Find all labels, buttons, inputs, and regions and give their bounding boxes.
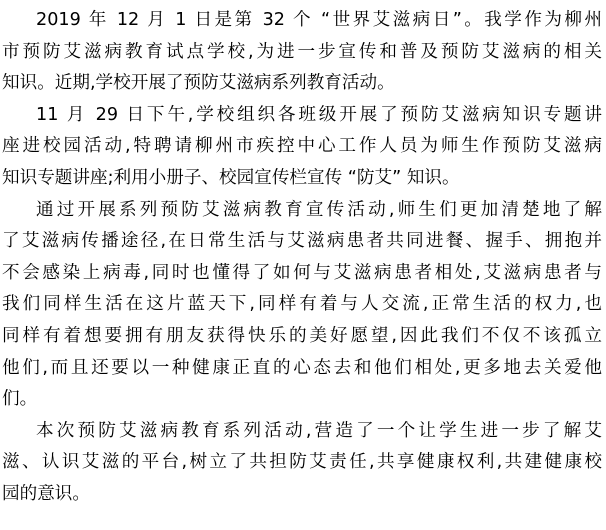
- paragraph-line: 11 月 29 日下午,学校组织各班级开展了预防艾滋病知识专题讲: [36, 104, 602, 125]
- paragraph-line: 知识专题讲座;利用小册子、校园宣传栏宣传 “防艾” 知识。: [2, 167, 460, 188]
- paragraph-line: 滋、认识艾滋的平台,树立了共担防艾责任,共享健康权利,共建健康校: [2, 452, 602, 473]
- paragraph-line: 了艾滋病传播途径,在日常生活与艾滋病患者共同进餐、握手、拥抱并: [2, 231, 602, 252]
- paragraph-line: 知识。近期,学校开展了预防艾滋病系列教育活动。: [2, 73, 395, 94]
- paragraph-line: 园的意识。: [2, 483, 90, 504]
- paragraph-line: 2019 年 12 月 1 日是第 32 个 “世界艾滋病日”。我学作为柳州: [36, 10, 602, 30]
- paragraph-line: 他们,而且还要以一种健康正直的心态去和他们相处,更多地去关爱他: [2, 357, 602, 378]
- paragraph-lecture: [2, 100, 602, 195]
- paragraph-line: 同样有着想要拥有朋友获得快乐的美好愿望,因此我们不仅不该孤立: [2, 325, 602, 346]
- paragraph-line: 们。: [2, 389, 38, 410]
- paragraph-line: 市预防艾滋病教育试点学校,为进一步宣传和普及预防艾滋病的相关: [2, 41, 602, 62]
- paragraph-conclusion: [2, 416, 602, 511]
- paragraph-line: 座进校园活动,特聘请柳州市疾控中心工作人员为师生作预防艾滋病: [2, 136, 602, 157]
- paragraph-line: 我们同样生活在这片蓝天下,同样有着与人交流,正常生活的权力,也: [2, 294, 602, 315]
- paragraph-outcomes: [2, 195, 602, 416]
- paragraph-line: 不会感染上病毒,同时也懂得了如何与艾滋病患者相处,艾滋病患者与: [2, 262, 602, 283]
- paragraph-line: 通过开展系列预防艾滋病教育宣传活动,师生们更加清楚地了解: [36, 199, 602, 220]
- paragraph-world-aids-day: [2, 5, 602, 100]
- paragraph-line: 本次预防艾滋病教育系列活动,营造了一个让学生进一步了解艾: [36, 420, 602, 441]
- article-body: [2, 5, 602, 511]
